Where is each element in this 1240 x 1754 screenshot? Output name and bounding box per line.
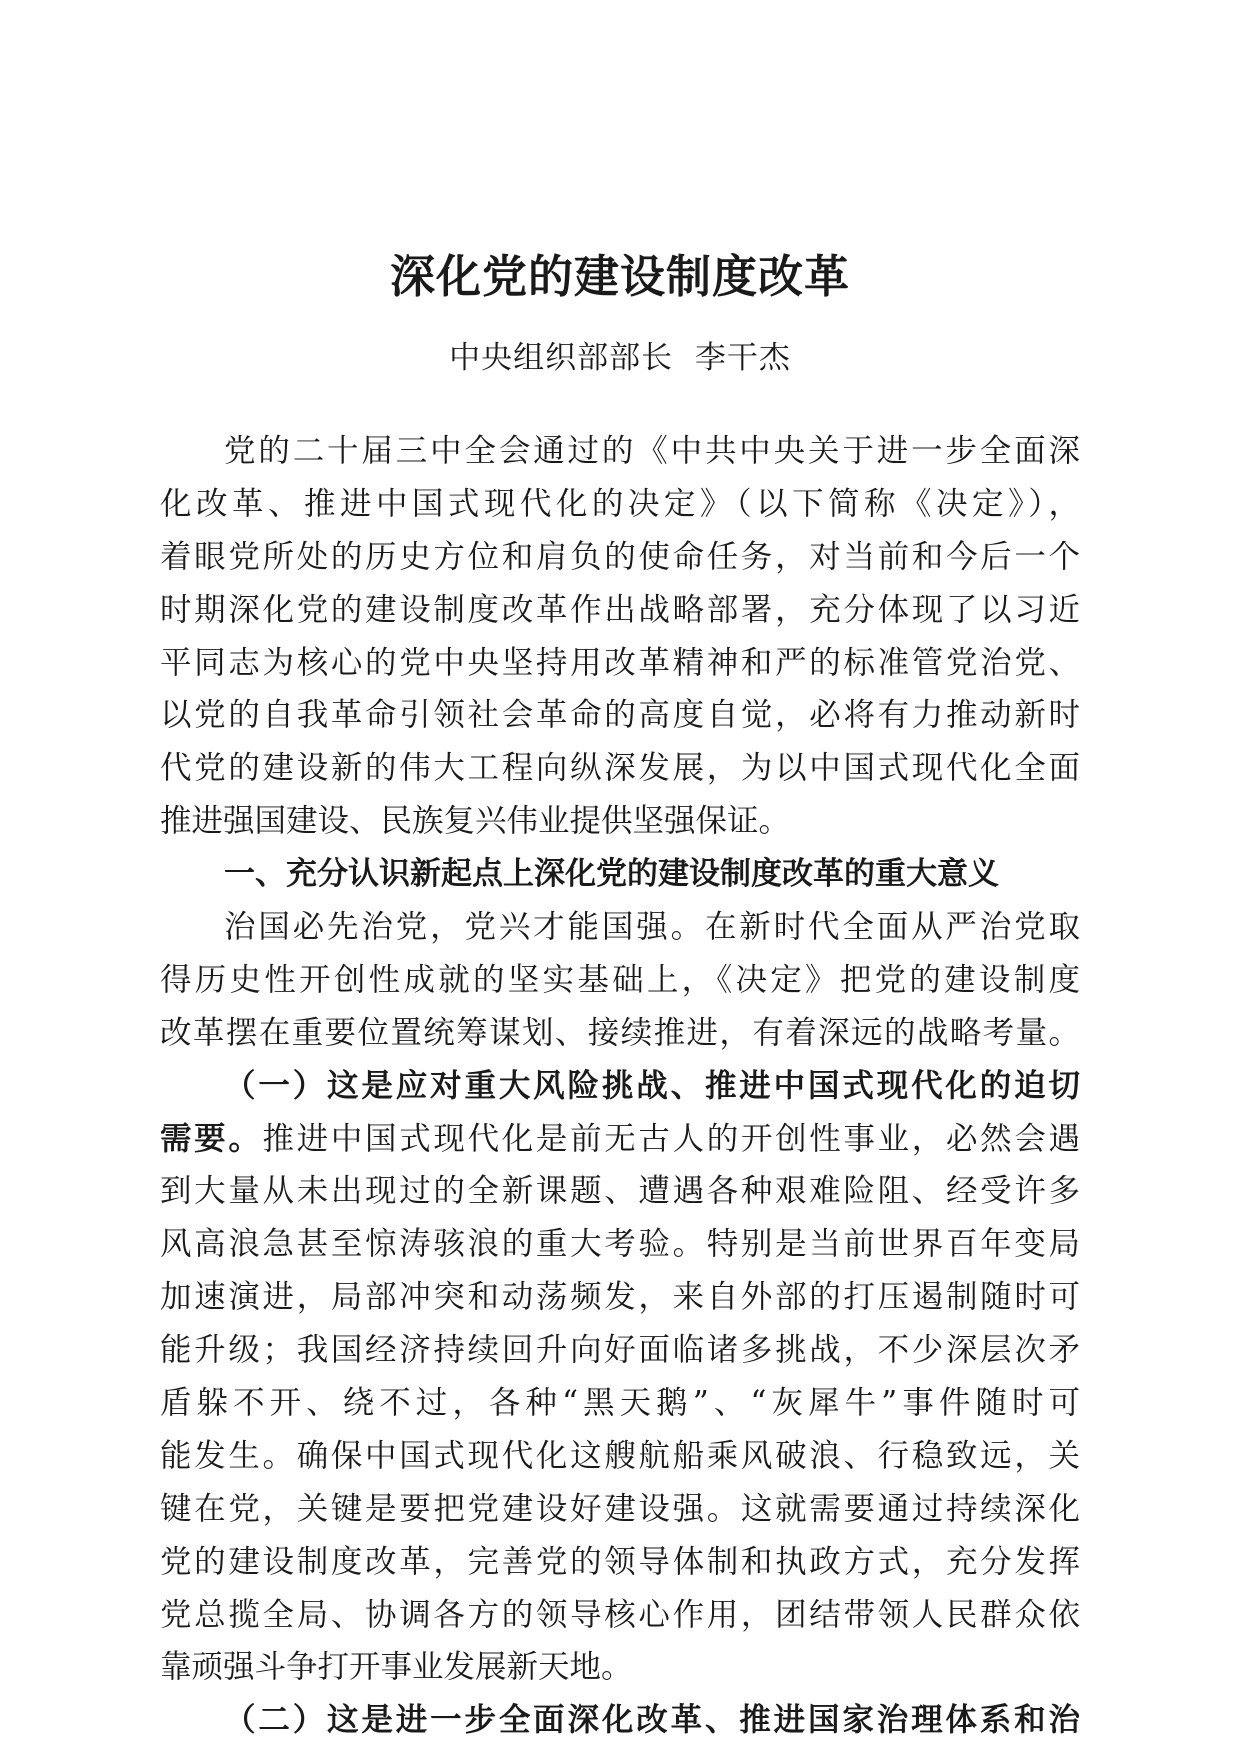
text-line: 得历史性开创性成就的坚实基础上，《决定》把党的建设制度 [160, 961, 1080, 998]
text-line: 化改革、推进中国式现代化的决定》（以下简称《决定》）， [160, 485, 1080, 522]
author-line: 中央组织部部长 李干杰 [449, 340, 791, 376]
text-line: 能发生。确保中国式现代化这艘航船乘风破浪、行稳致远，关 [160, 1437, 1080, 1474]
intro-paragraph [160, 425, 1080, 848]
text-line: 盾躲不开、绕不过，各种“黑天鹅”、“灰犀牛”事件随时可 [160, 1385, 1080, 1422]
subsection-paragraph [160, 1694, 1080, 1747]
section-heading: 一、充分认识新起点上深化党的建设制度改革的重大意义 [224, 856, 999, 893]
subsection-paragraph [160, 1060, 1080, 1695]
text-line: 着眼党所处的历史方位和肩负的使命任务，对当前和今后一个 [160, 538, 1080, 575]
document-title: 深化党的建设制度改革 [389, 250, 850, 303]
text-line: 时期深化党的建设制度改革作出战略部署，充分体现了以习近 [160, 591, 1080, 628]
text-line: 党的建设制度改革，完善党的领导体制和执政方式，充分发挥 [160, 1543, 1080, 1580]
document-body [160, 425, 1080, 1747]
text-line: 靠顽强斗争打开事业发展新天地。 [160, 1649, 633, 1686]
text-line: 党的二十届三中全会通过的《中共中央关于进一步全面深 [224, 433, 1080, 469]
text-line: 代党的建设新的伟大工程向纵深发展，为以中国式现代化全面 [160, 750, 1080, 787]
section-paragraph [160, 901, 1080, 1060]
text-line: 平同志为核心的党中央坚持用改革精神和严的标准管党治党、 [160, 644, 1080, 681]
text-line: 风高浪急甚至惊涛骇浪的重大考验。特别是当前世界百年变局 [160, 1226, 1080, 1263]
text-line: 改革摆在重要位置统筹谋划、接续推进，有着深远的战略考量。 [160, 1014, 1080, 1051]
text-line: 治国必先治党，党兴才能国强。在新时代全面从严治党取 [224, 909, 1080, 946]
text-line: 键在党，关键是要把党建设好建设强。这就需要通过持续深化 [160, 1490, 1080, 1527]
text-span: 推进中国式现代化是前无古人的开创性事业，必然会遇 [262, 1120, 1080, 1157]
text-line: 加速演进，局部冲突和动荡频发，来自外部的打压遏制随时可 [160, 1279, 1080, 1316]
text-line: 能升级；我国经济持续回升向好面临诸多挑战，不少深层次矛 [160, 1332, 1080, 1369]
text-line: 以党的自我革命引领社会革命的高度自觉，必将有力推动新时 [160, 697, 1080, 734]
subsection-heading-end: 需要。 [160, 1119, 263, 1157]
text-line [160, 1113, 1080, 1166]
text-line: 推进强国建设、民族复兴伟业提供坚强保证。 [160, 803, 791, 840]
subsection-heading: （二）这是进一步全面深化改革、推进国家治理体系和治 [224, 1701, 1080, 1739]
subsection-heading: （一）这是应对重大风险挑战、推进中国式现代化的迫切 [224, 1066, 1080, 1104]
text-line: 党总揽全局、协调各方的领导核心作用，团结带领人民群众依 [160, 1596, 1080, 1633]
text-line: 到大量从未出现过的全新课题、遭遇各种艰难险阻、经受许多 [160, 1173, 1080, 1210]
